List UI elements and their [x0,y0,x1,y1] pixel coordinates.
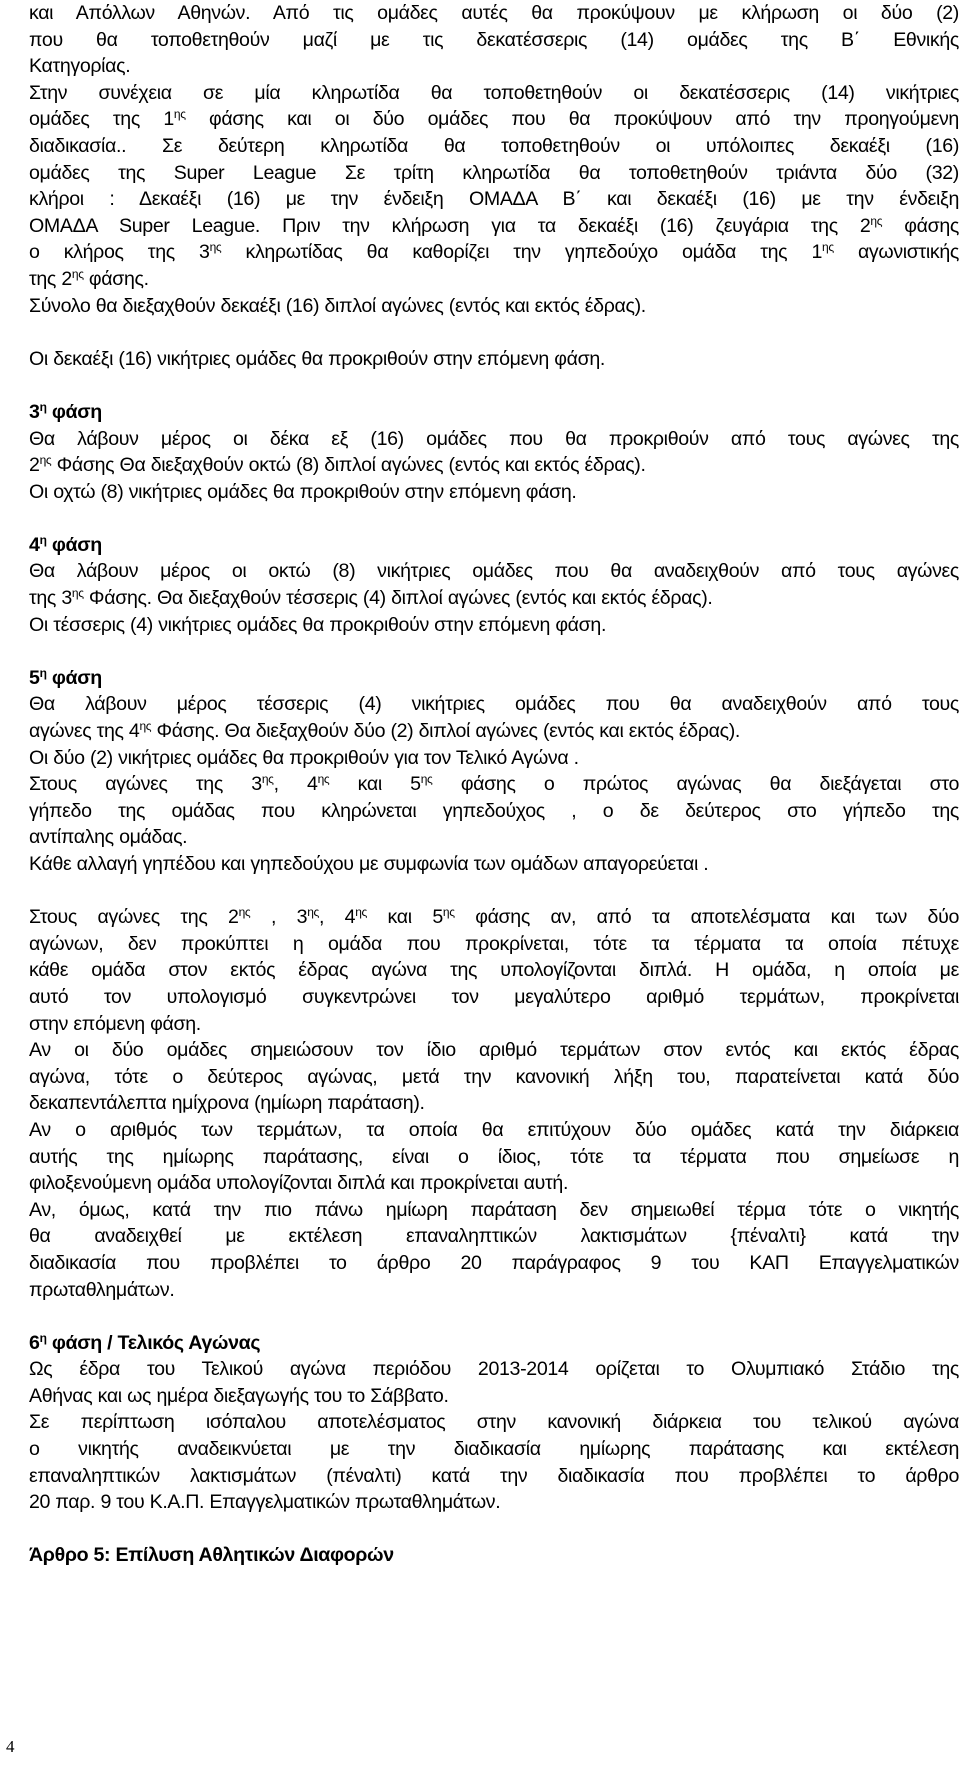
document-page [29,0,959,1569]
text-line: διαδικασία που προβλέπει το άρθρο 20 παράγραφος 9 του ΚΑΠ Επαγγελματικών [29,1251,959,1274]
text-line: αυτό τον υπολογισμό συγκεντρώνει τον μεγαλύτερο αριθμό τερμάτων, προκρίνεται [29,985,959,1008]
text-line: Στους αγώνες της $3^{\eta\varsigma}$, $4^{\eta\varsigma}$ και $5^{\eta\varsigma}$ φάσης ο πρώτος αγώνας θα διεξάγεται στο [29,772,960,796]
text-line: ομάδες της Super League Σε τρίτη κληρωτίδα θα τοποθετηθούν τριάντα δύο (32) [29,161,959,184]
text-line: της $2^{\eta\varsigma}$ φάσης. [29,266,149,290]
text-line: ο νικητής αναδεικνύεται με την διαδικασία ημίωρης παράτασης και εκτέλεση [29,1438,959,1461]
text-line: Αν, όμως, κατά την πιο πάνω ημίωρη παράταση δεν σημειωθεί τέρμα τότε ο νικητής [29,1198,959,1221]
text-line: θα αναδειχθεί με εκτέλεση επαναληπτικών λακτισμάτων {πέναλτι} κατά την [29,1225,959,1248]
text-line: κλήροι : Δεκαέξι (16) με την ένδειξη ΟΜΑΔΑ Β΄ και δεκαέξι (16) με την ένδειξη [29,188,959,211]
text-line: Θα λάβουν μέρος τέσσερις (4) νικήτριες ομάδες που θα αναδειχθούν από τους [29,693,959,716]
section-phase-5 [29,665,959,878]
text-line: και Απόλλων Αθηνών. Από τις ομάδες αυτές θα προκύψουν με κλήρωση οι δύο (2) [29,2,959,24]
section-phase-3 [29,399,959,505]
phase-4-heading: $4^\eta$ φάση [29,532,102,556]
text-line: Κατηγορίας. [29,55,131,78]
section-phase-6-final [29,1330,959,1516]
article-heading: Άρθρο 5: Επίλυση Αθλητικών Διαφορών [29,1544,394,1567]
text-line: δεκαπεντάλεπτα ημίχρονα (ημίωρη παράταση). [29,1092,425,1115]
text-line: πρωταθλημάτων. [29,1278,175,1301]
text-line: επαναληπτικών λακτισμάτων (πέναλτι) κατά την διαδικασία που προβλέπει το άρθρο [29,1464,959,1487]
text-line: Αθήνας και ως ημέρα διεξαγωγής του το Σάββατο. [29,1384,449,1407]
text-line: ο κλήρος της $3^{\eta\varsigma}$ κληρωτίδας θα καθορίζει την γηπεδούχο ομάδα της $1^{\eta\varsigma}$ αγωνιστικής [29,240,959,264]
text-line: αγώνες της $4^{\eta\varsigma}$ Φάσης. Θα διεξαχθούν δύο (2) διπλοί αγώνες (εντός και εκτός έδρας). [29,719,740,743]
text-line: Θα λάβουν μέρος οι δέκα εξ (16) ομάδες που θα προκριθούν από τους αγώνες της [29,427,959,450]
text-line: φιλοξενούμενη ομάδα υπολογίζονται διπλά και προκρίνεται αυτή. [29,1172,569,1195]
text-line: $2^{\eta\varsigma}$ Φάσης Θα διεξαχθούν οκτώ (8) διπλοί αγώνες (εντός και εκτός έδρας). [29,453,646,477]
text-line: Ως έδρα του Τελικού αγώνα περιόδου 2013-2014 ορίζεται το Ολυμπιακό Στάδιο της [29,1358,959,1381]
text-line: γήπεδο της ομάδας που κληρώνεται γηπεδούχος , ο δε δεύτερος στο γήπεδο της [29,799,959,822]
phase-6-heading: $6^\eta$ φάση / Τελικός Αγώνας [29,1330,261,1354]
text-line: κάθε ομάδα στον εκτός έδρας αγώνα της υπολογίζονται διπλά. Η ομάδα, η οποία με [29,959,959,982]
text-line: στην επόμενη φάση. [29,1012,201,1035]
text-line: Στην συνέχεια σε μία κληρωτίδα θα τοποθετηθούν οι δεκατέσσερις (14) νικήτριες [29,81,959,104]
text-line: αγώνα, τότε ο δεύτερος αγώνας, μετά την κανονική λήξη του, παρατείνεται κατά δύο [29,1065,959,1088]
text-line: αντίπαλης ομάδας. [29,826,188,849]
text-line: Οι δεκαέξι (16) νικήτριες ομάδες θα προκριθούν στην επόμενη φάση. [29,347,605,370]
text-line: Αν ο αριθμός των τερμάτων, τα οποία θα επιτύχουν δύο ομάδες κατά την διάρκεια [29,1118,959,1141]
text-line: ομάδες της $1^{\eta\varsigma}$ φάσης και οι δύο ομάδες που θα προκύψουν από την προηγούμενη [29,107,959,131]
text-line: Οι τέσσερις (4) νικήτριες ομάδες θα προκριθούν στην επόμενη φάση. [29,613,607,636]
text-line: αγώνων, δεν προκύπτει η ομάδα που προκρίνεται, τότε τα τέρματα τα οποία πέτυχε [29,932,959,955]
text-line: ΟΜΑΔΑ Super League. Πριν την κλήρωση για τα δεκαέξι (16) ζευγάρια της $2^{\eta\varsigma}$ φάσης [29,213,959,237]
paragraph-winners-advance [29,346,959,373]
text-line: Κάθε αλλαγή γηπέδου και γηπεδούχου με συμφωνία των ομάδων απαγορεύεται . [29,853,709,875]
phase-5-heading: $5^\eta$ φάση [29,665,102,689]
text-line: Αν οι δύο ομάδες σημειώσουν τον ίδιο αριθμό τερμάτων στον εντός και εκτός έδρας [29,1039,959,1062]
text-line: 20 παρ. 9 του Κ.Α.Π. Επαγγελματικών πρωταθλημάτων. [29,1491,501,1514]
article-5-heading [29,1542,959,1569]
page-number: 4 [6,1737,15,1756]
text-line: Οι οχτώ (8) νικήτριες ομάδες θα προκριθούν στην επόμενη φάση. [29,480,577,503]
text-line: της $3^{\eta\varsigma}$ Φάσης. Θα διεξαχθούν τέσσερις (4) διπλοί αγώνες (εντός και εκτός έδρας). [29,586,713,610]
text-line: Οι δύο (2) νικήτριες ομάδες θα προκριθούν για τον Τελικό Αγώνα . [29,746,579,769]
text-line: Στους αγώνες της $2^{\eta\varsigma}$ , $3^{\eta\varsigma}$, $4^{\eta\varsigma}$ και $5^{\eta\varsigma}$ φάσης αν, από τα αποτελέσματα και των δύο [29,905,960,929]
paragraph-second-phase-draw [29,80,959,319]
paragraph-draw-intro [29,0,959,80]
text-line: διαδικασία.. Σε δεύτερη κληρωτίδα θα τοποθετηθούν οι υπόλοιπες δεκαέξι (16) [29,134,959,157]
phase-3-heading: $3^\eta$ φάση [29,399,102,423]
text-line: Σε περίπτωση ισόπαλου αποτελέσματος στην κανονική διάρκεια του τελικού αγώνα [29,1411,959,1434]
text-line: Θα λάβουν μέρος οι οκτώ (8) νικήτριες ομάδες που θα αναδειχθούν από τους αγώνες [29,560,959,583]
text-line: Σύνολο θα διεξαχθούν δεκαέξι (16) διπλοί αγώνες (εντός και εκτός έδρας). [29,294,646,317]
text-line: που θα τοποθετηθούν μαζί με τις δεκατέσσερις (14) ομάδες της Β΄ Εθνικής [29,28,959,51]
section-phase-4 [29,532,959,638]
text-line: αυτής της ημίωρης παράτασης, είναι ο ίδιος, τότε τα τέρματα που σημείωσε η [29,1145,959,1168]
section-tiebreak-rules [29,904,959,1303]
